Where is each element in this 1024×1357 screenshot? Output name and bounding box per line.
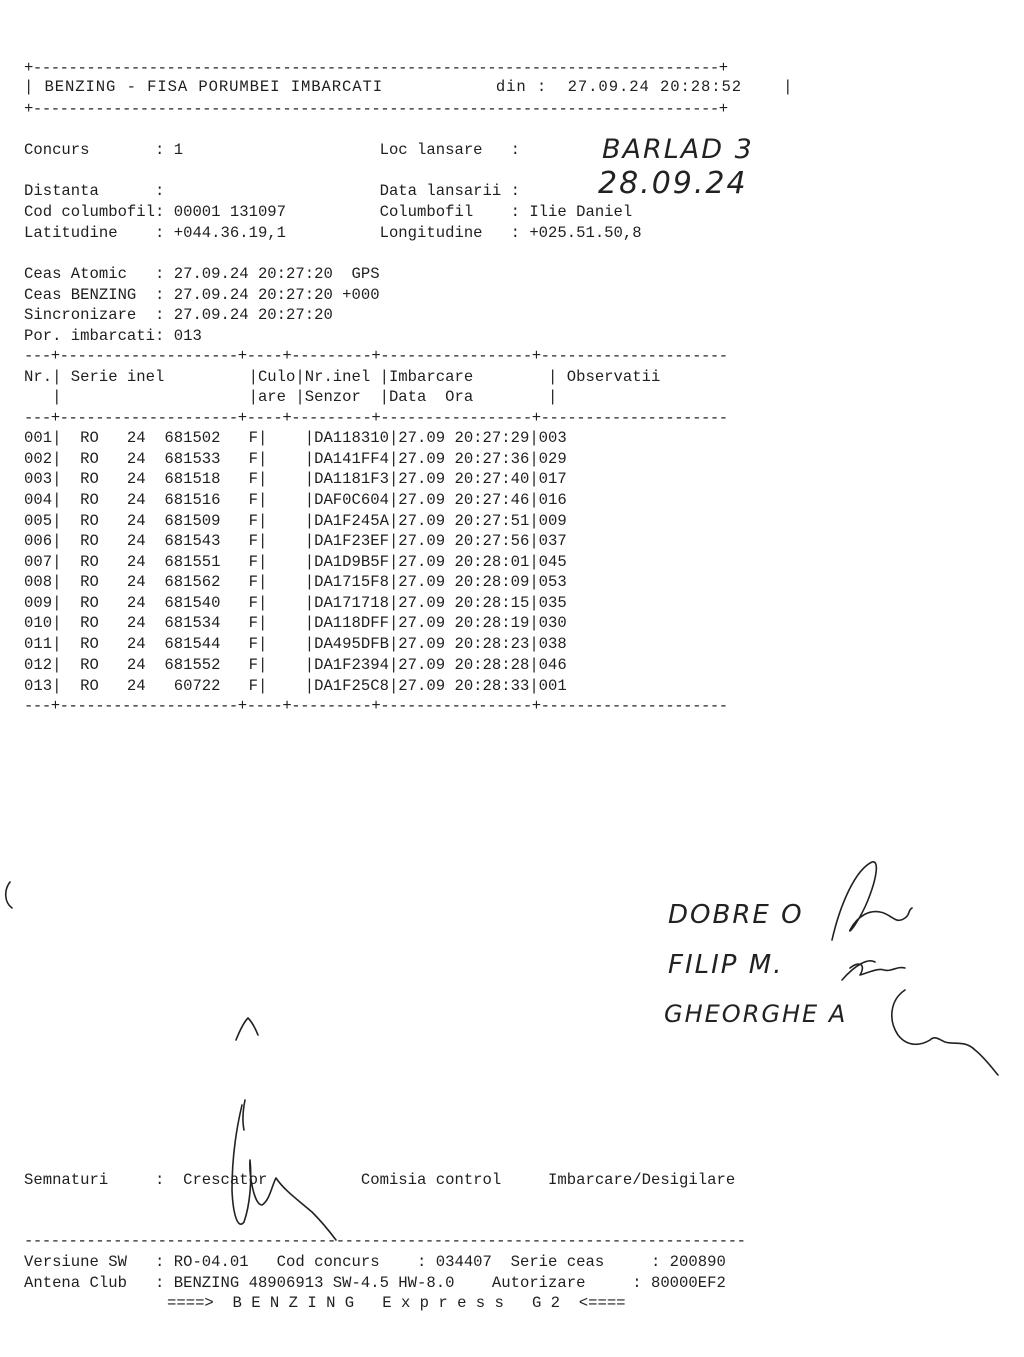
signatures-line: Semnaturi : Crescator Comisia control Imbarcare/Desigilare — [24, 1171, 736, 1189]
table-rule-bottom: ---+--------------------+----+---------+-----------------+--------------------- — [24, 697, 728, 715]
table-row: 010| RO 24 681534 F| |DA118DFF|27.09 20:28:19|030 — [24, 614, 567, 632]
signature-mark-1 — [832, 862, 912, 940]
header-rule-top: +-----------------------------------------------------------------------------+ — [24, 59, 728, 77]
sincronizare-line: Sincronizare : 27.09.24 20:27:20 — [24, 306, 333, 324]
distanta-line: Distanta : Data lansarii : — [24, 182, 520, 200]
handwritten-data-lansarii: 28.09.24 — [598, 166, 748, 201]
table-row: 011| RO 24 681544 F| |DA495DFB|27.09 20:28:23|038 — [24, 635, 567, 653]
cod-columbofil-line: Cod columbofil: 00001 131097 Columbofil : Ilie Daniel — [24, 203, 633, 221]
table-header-row-1: Nr.| Serie inel |Culo|Nr.inel |Imbarcare | Observatii — [24, 368, 661, 386]
handwritten-loc-lansare: BARLAD 3 — [602, 134, 754, 165]
table-row: 005| RO 24 681509 F| |DA1F245A|27.09 20:27:51|009 — [24, 512, 567, 530]
table-row: 009| RO 24 681540 F| |DA171718|27.09 20:28:15|035 — [24, 594, 567, 612]
signature-mark-2 — [842, 961, 905, 980]
signature-mark-4 — [236, 1018, 258, 1040]
version-line: Versiune SW : RO-04.01 Cod concurs : 034407 Serie ceas : 200890 — [24, 1253, 726, 1271]
table-row: 004| RO 24 681516 F| |DAF0C604|27.09 20:27:46|016 — [24, 491, 567, 509]
header-rule-bottom: +-----------------------------------------------------------------------------+ — [24, 100, 728, 118]
table-row: 001| RO 24 681502 F| |DA118310|27.09 20:27:29|003 — [24, 429, 567, 447]
table-row: 013| RO 24 60722 F| |DA1F25C8|27.09 20:28:33|001 — [24, 677, 567, 695]
concurs-line: Concurs : 1 Loc lansare : — [24, 141, 520, 159]
table-row: 008| RO 24 681562 F| |DA1715F8|27.09 20:28:09|053 — [24, 573, 567, 591]
signature-mark-3 — [892, 990, 998, 1075]
ceas-atomic-line: Ceas Atomic : 27.09.24 20:27:20 GPS — [24, 265, 380, 283]
table-row: 002| RO 24 681533 F| |DA141FF4|27.09 20:27:36|029 — [24, 450, 567, 468]
porumbei-imbarcati-line: Por. imbarcati: 013 — [24, 327, 202, 345]
antena-club-line: Antena Club : BENZING 48906913 SW-4.5 HW-8.0 Autorizare : 80000EF2 — [24, 1274, 726, 1292]
handwritten-committee-name-2: FILIP M. — [668, 950, 784, 980]
table-row: 012| RO 24 681552 F| |DA1F2394|27.09 20:28:28|046 — [24, 656, 567, 674]
ceas-benzing-line: Ceas BENZING : 27.09.24 20:27:20 +000 — [24, 286, 380, 304]
table-rule-mid: ---+--------------------+----+---------+-----------------+--------------------- — [24, 409, 728, 427]
handwritten-committee-name-3: GHEORGHE A — [664, 1000, 848, 1028]
table-header-row-2: | |are |Senzor |Data Ora | — [24, 388, 558, 406]
table-row: 007| RO 24 681551 F| |DA1D9B5F|27.09 20:28:01|045 — [24, 553, 567, 571]
signature-mark-6 — [243, 1100, 245, 1130]
table-row: 003| RO 24 681518 F| |DA1181F3|27.09 20:27:40|017 — [24, 470, 567, 488]
table-rule-top: ---+--------------------+----+---------+-----------------+--------------------- — [24, 347, 728, 365]
handwritten-committee-name-1: DOBRE O — [668, 900, 804, 930]
latitudine-line: Latitudine : +044.36.19,1 Longitudine : +025.51.50,8 — [24, 224, 642, 242]
footer-rule: --------------------------------------------------------------------------------- — [24, 1232, 746, 1250]
document-title-line: | BENZING - FISA PORUMBEI IMBARCATI din : 27.09.24 20:28:52 | — [24, 78, 794, 96]
margin-mark — [6, 882, 12, 908]
benzing-express-banner: ====> B E N Z I N G E x p r e s s G 2 <==== — [167, 1294, 626, 1312]
table-row: 006| RO 24 681543 F| |DA1F23EF|27.09 20:27:56|037 — [24, 532, 567, 550]
